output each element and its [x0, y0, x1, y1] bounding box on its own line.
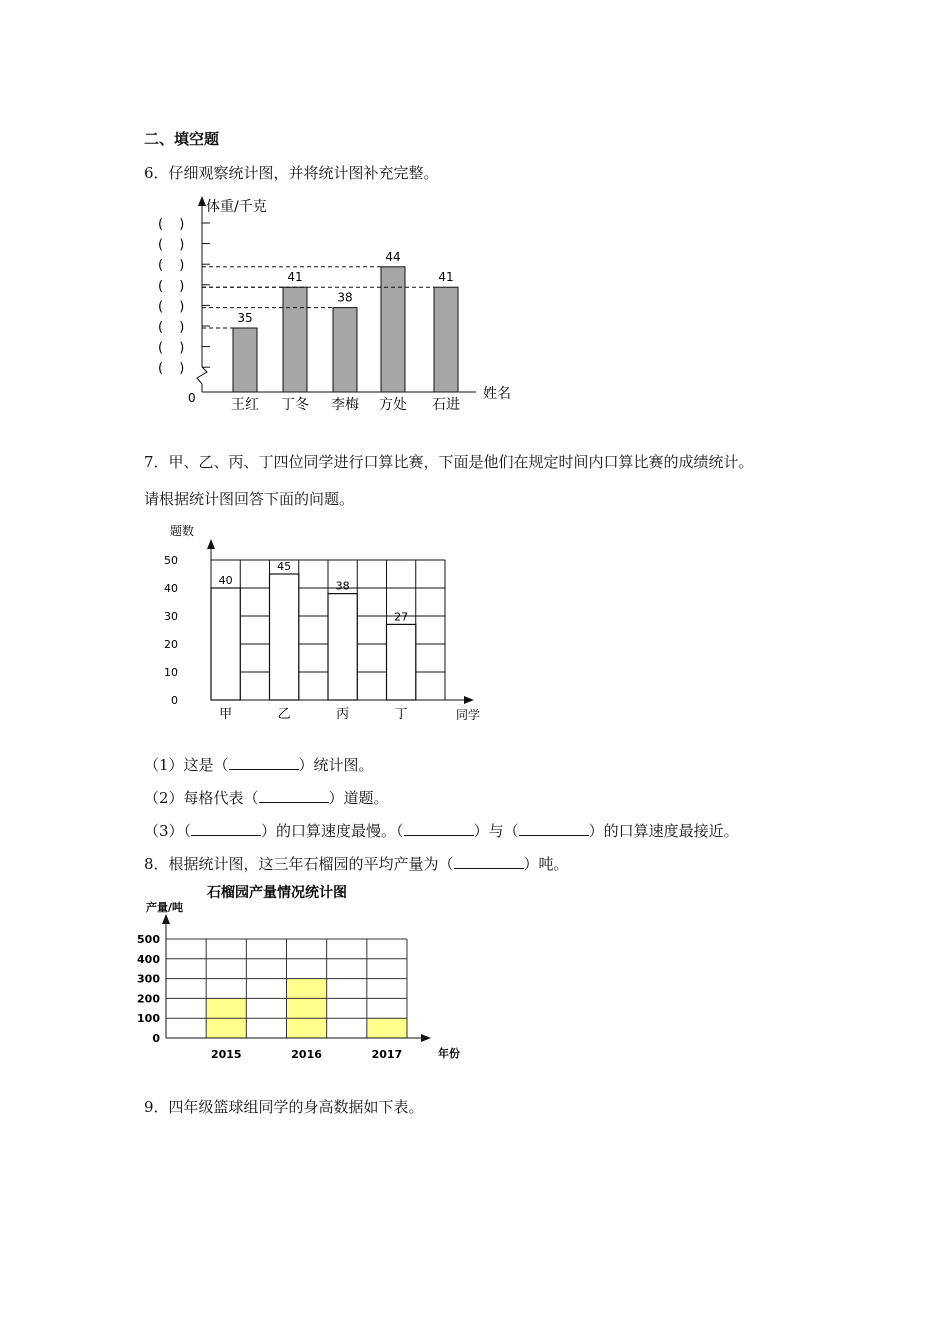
bar — [211, 588, 240, 700]
category-label: 王红 — [231, 397, 259, 413]
answer-blank[interactable] — [229, 756, 299, 770]
question-7-text-line2: 请根据统计图回答下面的问题。 — [144, 490, 355, 508]
answer-blank[interactable] — [259, 789, 329, 803]
category-label: 方处 — [379, 397, 407, 413]
question-6-text: 6．仔细观察统计图，并将统计图补充完整。 — [144, 164, 439, 182]
question-7-text-line1: 7．甲、乙、丙、丁四位同学进行口算比赛，下面是他们在规定时间内口算比赛的成绩统计。 — [144, 453, 754, 471]
y-tick-label: 10 — [164, 666, 178, 679]
x-axis-label: 姓名 — [483, 386, 511, 402]
data-label: 45 — [277, 560, 292, 573]
bar — [387, 624, 416, 700]
yield-bar-chart — [0, 878, 950, 1068]
axis-value-blank: ( ) — [158, 237, 191, 253]
data-label: 35 — [237, 311, 253, 325]
data-label: 38 — [335, 579, 350, 593]
category-label: 2017 — [371, 1048, 403, 1061]
answer-blank[interactable] — [191, 822, 261, 836]
category-label: 2016 — [291, 1048, 322, 1061]
y-tick-label: 0 — [152, 1032, 160, 1045]
answer-blank[interactable] — [519, 822, 589, 836]
bar — [381, 267, 405, 392]
category-label: 丙 — [336, 707, 350, 722]
category-label: 甲 — [219, 707, 233, 722]
category-label: 石进 — [432, 397, 460, 413]
question-7-sub3: （3）（ ）的口算速度最慢。（ ）与（ ）的口算速度最接近。 — [144, 822, 739, 840]
axis-value-blank: ( ) — [158, 278, 191, 294]
bar — [283, 287, 307, 392]
y-tick-label: 50 — [164, 554, 178, 567]
axis-break — [197, 367, 207, 384]
origin-label: 0 — [188, 391, 196, 405]
question-9-text: 9．四年级篮球组同学的身高数据如下表。 — [144, 1098, 424, 1116]
y-axis-label: 题数 — [170, 524, 195, 538]
answer-blank[interactable] — [454, 855, 524, 869]
category-label: 2015 — [210, 1048, 242, 1061]
category-label: 丁 — [394, 707, 408, 722]
bar — [367, 1018, 407, 1038]
y-tick-label: 20 — [164, 638, 178, 651]
bar — [287, 979, 327, 1038]
axis-value-blank: ( ) — [158, 340, 191, 356]
x-axis-arrow — [421, 1034, 431, 1042]
bar — [270, 574, 299, 700]
data-label: 38 — [337, 290, 353, 305]
bar — [333, 308, 357, 392]
chart-title: 石榴园产量情况统计图 — [207, 885, 347, 901]
axis-value-blank: ( ) — [158, 258, 191, 274]
y-tick-label: 100 — [137, 1012, 160, 1026]
y-tick-label: 400 — [137, 952, 160, 966]
score-bar-chart — [0, 515, 950, 730]
section-title: 二、填空题 — [144, 130, 220, 148]
y-tick-label: 200 — [137, 992, 160, 1006]
axis-value-blank: ( ) — [158, 299, 191, 315]
x-axis-arrow — [464, 696, 474, 704]
data-label: 41 — [287, 270, 303, 285]
data-label: 44 — [385, 249, 401, 264]
x-axis-label: 同学 — [456, 708, 481, 722]
y-axis-label: 体重/千克 — [206, 199, 267, 215]
data-label: 41 — [438, 270, 454, 285]
y-tick-label: 0 — [171, 694, 178, 707]
y-tick-label: 30 — [164, 610, 178, 623]
y-tick-label: 40 — [164, 582, 178, 595]
question-7-sub1: （1）这是（ ）统计图。 — [144, 756, 374, 774]
y-axis-arrow — [198, 196, 206, 206]
data-label: 40 — [218, 574, 233, 587]
y-axis-label: 产量/吨 — [146, 901, 184, 914]
answer-blank[interactable] — [404, 822, 474, 836]
category-label: 李梅 — [331, 397, 359, 413]
x-axis-label: 年份 — [438, 1047, 460, 1060]
category-label: 乙 — [277, 707, 291, 722]
y-tick-label: 300 — [137, 972, 160, 986]
weight-bar-chart — [0, 0, 950, 430]
y-axis-arrow — [162, 914, 170, 924]
question-7-sub2: （2）每格代表（ ）道题。 — [144, 789, 389, 807]
axis-value-blank: ( ) — [158, 217, 191, 232]
data-label: 27 — [394, 610, 409, 624]
axis-value-blank: ( ) — [158, 320, 191, 335]
bar — [434, 287, 458, 392]
question-8-text: 8．根据统计图，这三年石榴园的平均产量为（ ）吨。 — [144, 855, 569, 873]
y-axis-arrow — [207, 539, 215, 549]
bar — [328, 594, 357, 700]
axis-value-blank: ( ) — [158, 361, 191, 377]
y-tick-label: 500 — [137, 933, 160, 946]
bar — [233, 328, 257, 392]
category-label: 丁冬 — [281, 397, 309, 413]
